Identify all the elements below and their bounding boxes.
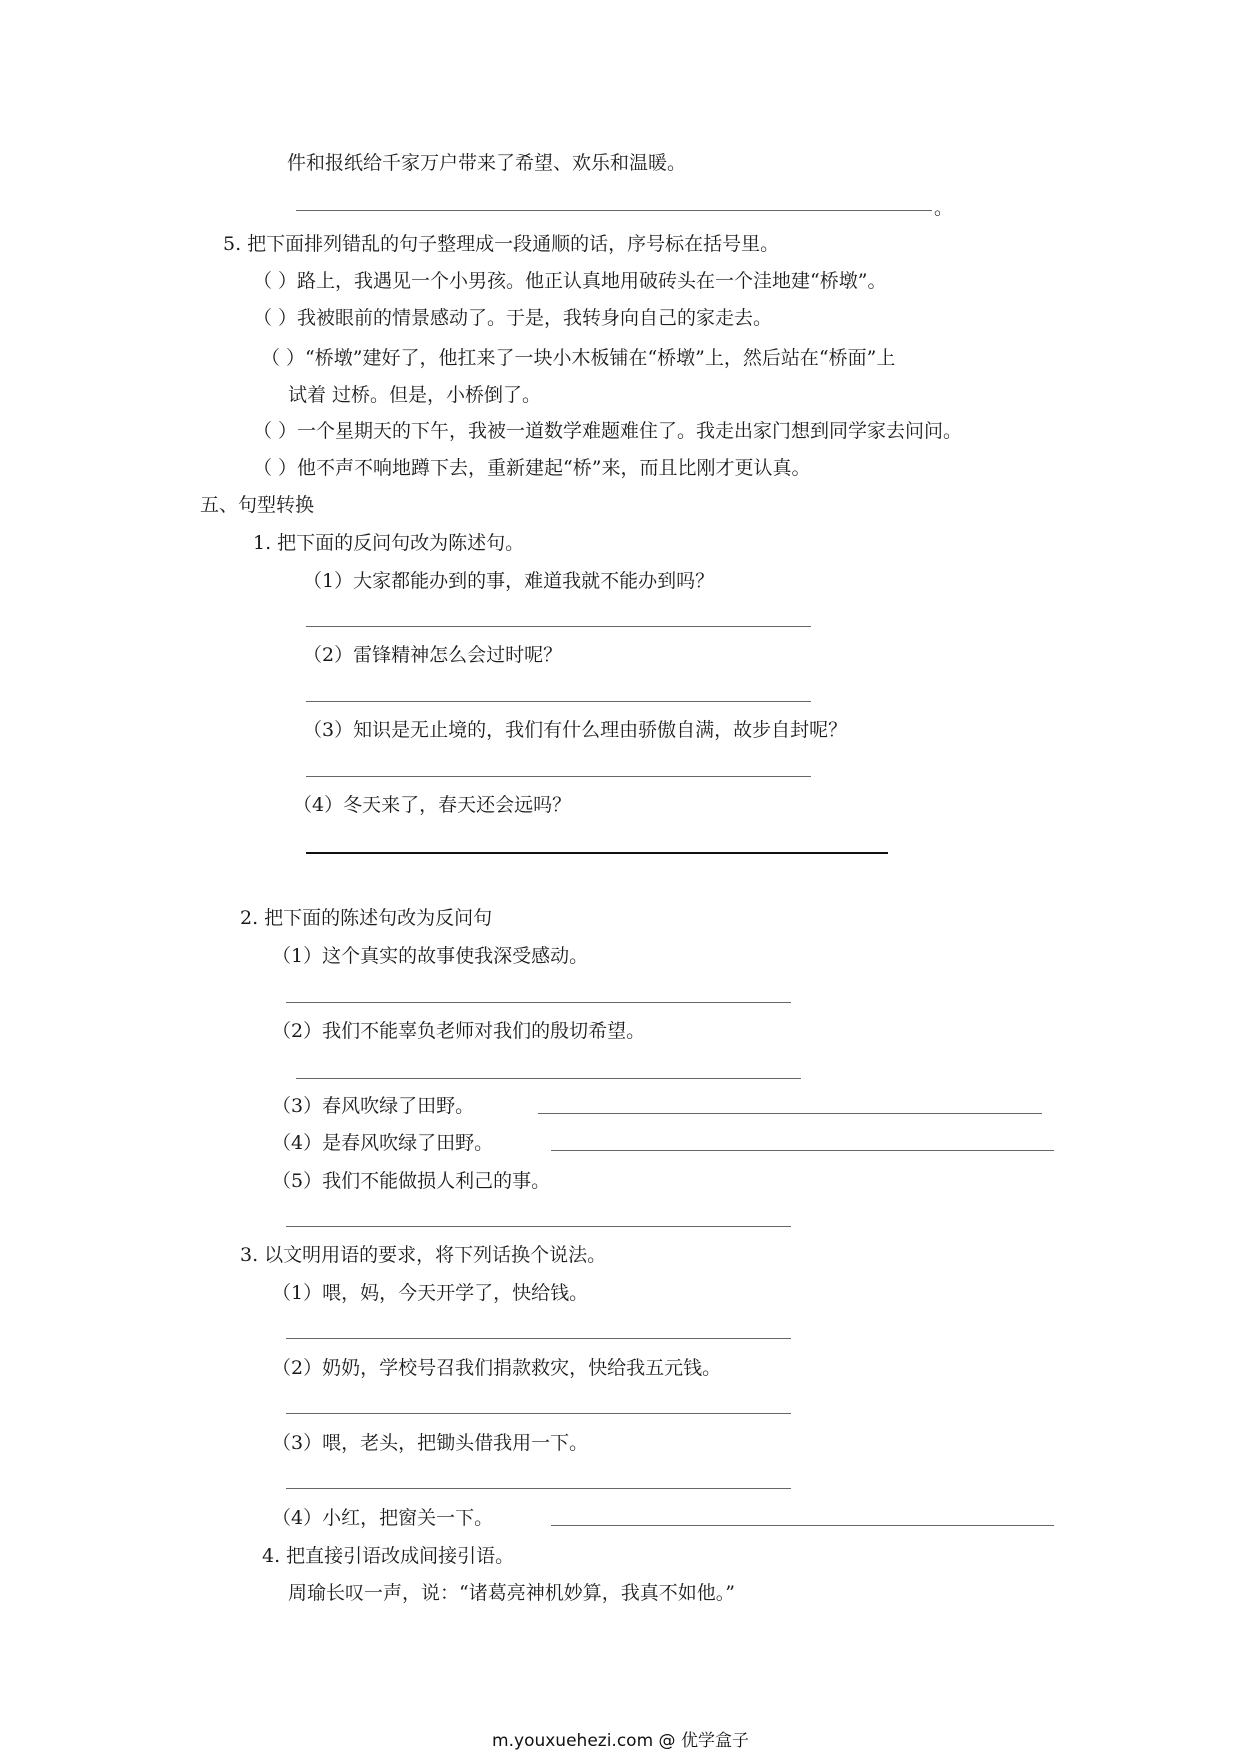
s2-answer-line-1[interactable]: [286, 1002, 791, 1003]
s1-answer-line-4[interactable]: [306, 852, 888, 854]
q5-heading: 5. 把下面排列错乱的句子整理成一段通顺的话，序号标在括号里。: [223, 233, 780, 255]
s4-quote: 周瑜长叹一声，说：“诸葛亮神机妙算，我真不如他。”: [288, 1582, 735, 1604]
s3-item-2: （2）奶奶，学校号召我们捐款救灾，快给我五元钱。: [272, 1357, 722, 1379]
s1-item-3: （3）知识是无止境的，我们有什么理由骄傲自满，故步自封呢？: [303, 719, 848, 741]
s1-answer-line-3[interactable]: [306, 776, 811, 777]
section-title: 五、句型转换: [200, 494, 315, 516]
s2-item-4: （4）是春风吹绿了田野。: [272, 1132, 494, 1154]
s4-heading: 4. 把直接引语改成间接引语。: [262, 1545, 515, 1567]
s3-answer-line-1[interactable]: [286, 1338, 791, 1339]
s2-item-1: （1）这个真实的故事使我深受感动。: [272, 945, 589, 967]
s1-item-1: （1）大家都能办到的事，难道我就不能办到吗？: [303, 570, 715, 592]
q5-item-5: （ ）他不声不响地蹲下去，重新建起“桥”来，而且比刚才更认真。: [253, 457, 811, 479]
s3-heading: 3. 以文明用语的要求，将下列话换个说法。: [240, 1244, 607, 1266]
s2-item-2: （2）我们不能辜负老师对我们的殷切希望。: [272, 1020, 646, 1042]
s2-answer-line-5[interactable]: [286, 1226, 791, 1227]
s1-answer-line-2[interactable]: [306, 701, 811, 702]
q5-item-4: （ ）一个星期天的下午，我被一道数学难题难住了。我走出家门想到同学家去问问。: [253, 420, 963, 442]
s3-answer-line-2[interactable]: [286, 1413, 791, 1414]
s3-answer-line-3[interactable]: [286, 1488, 791, 1489]
q5-item-3-cont: 试着 过桥。但是，小桥倒了。: [288, 384, 542, 406]
s3-item-3: （3）喂，老头，把锄头借我用一下。: [272, 1432, 589, 1454]
s3-item-1: （1）喂，妈，今天开学了，快给钱。: [272, 1282, 589, 1304]
q5-item-3: （ ）“桥墩”建好了，他扛来了一块小木板铺在“桥墩”上，然后站在“桥面”上: [261, 347, 896, 369]
q5-item-1: （ ）路上，我遇见一个小男孩。他正认真地用破砖头在一个洼地建“桥墩”。: [253, 270, 887, 292]
s2-item-5: （5）我们不能做损人利己的事。: [272, 1170, 551, 1192]
s2-item-3: （3）春风吹绿了田野。: [272, 1095, 475, 1117]
s2-answer-line-3[interactable]: [538, 1113, 1042, 1114]
s1-item-2: （2）雷锋精神怎么会过时呢？: [303, 644, 563, 666]
s3-answer-line-4[interactable]: [551, 1525, 1054, 1526]
continuation-text: 件和报纸给千家万户带来了希望、欢乐和温暖。: [287, 152, 687, 174]
answer-period: 。: [934, 197, 954, 219]
s2-answer-line-4[interactable]: [551, 1150, 1054, 1151]
s2-heading: 2. 把下面的陈述句改为反问句: [240, 907, 493, 929]
q5-item-2: （ ）我被眼前的情景感动了。于是，我转身向自己的家走去。: [253, 307, 773, 329]
s1-item-4: （4）冬天来了，春天还会远吗？: [293, 794, 572, 816]
s1-heading: 1. 把下面的反问句改为陈述句。: [253, 532, 525, 554]
footer-watermark: m.youxuehezi.com @ 优学盒子: [492, 1731, 749, 1751]
s3-item-4: （4）小红，把窗关一下。: [272, 1507, 494, 1529]
answer-line-top[interactable]: [296, 210, 932, 211]
s1-answer-line-1[interactable]: [306, 626, 811, 627]
s2-answer-line-2[interactable]: [296, 1078, 801, 1079]
